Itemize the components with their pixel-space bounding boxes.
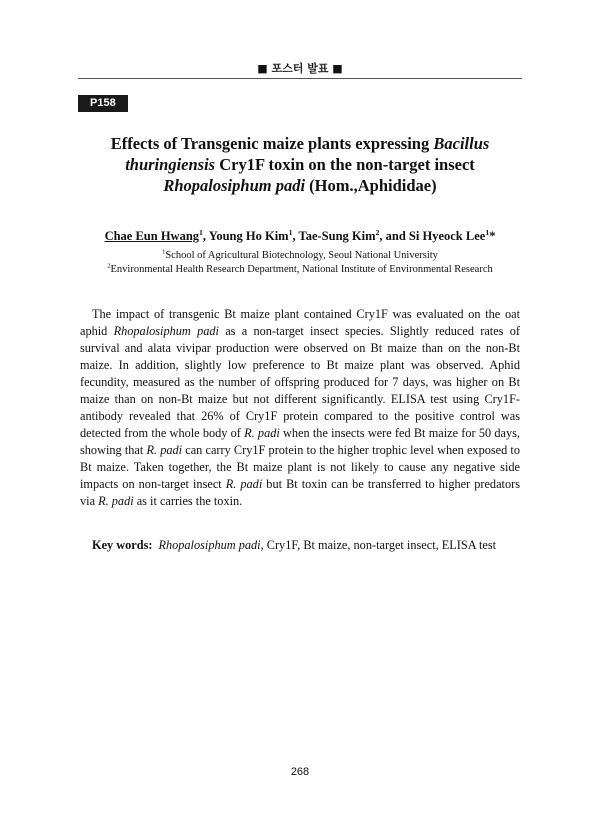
title-text-3: (Hom.,Aphididae) — [305, 176, 437, 195]
species-name: R. padi — [98, 494, 134, 508]
author-2-affil: 1 — [288, 227, 293, 237]
affiliation-1-number: 1 — [162, 248, 166, 256]
abstract-text: when the insects were fed Bt maize for 50 days, showing that — [80, 426, 520, 457]
section-header: ■ 포스터 발표 ■ — [78, 62, 522, 79]
affiliation-1 — [60, 249, 540, 263]
abstract-text: but Bt toxin can be transferred to higher predators via — [80, 477, 520, 508]
corresponding-mark: * — [489, 229, 496, 243]
poster-id-badge: P158 — [78, 95, 128, 112]
species-name: Rhopalosiphum padi — [113, 324, 219, 338]
author-3-affil: 2 — [375, 227, 380, 237]
author-3: Tae-Sung Kim — [298, 229, 376, 243]
abstract-body — [80, 306, 520, 510]
abstract-text: can carry Cry1F protein to the higher trophic level when exposed to Bt maize. Taken together, the Bt maize plant is not likely to cause any negative side impacts on non-target insect — [80, 443, 520, 491]
author-2: Young Ho Kim — [208, 229, 289, 243]
keywords-block — [92, 537, 520, 554]
affiliation-2-text: Environmental Health Research Department, National Institute of Environmental Research — [110, 264, 493, 275]
abstract-text: The impact of transgenic Bt maize plant contained Cry1F was evaluated on the oat aphid — [80, 307, 520, 338]
species-name: R. padi — [146, 443, 183, 457]
author-separator: , — [292, 229, 299, 243]
abstract-text: as it carries the toxin. — [133, 494, 243, 508]
keywords-label: Key words: — [92, 538, 153, 552]
author-4-affil: 1 — [485, 227, 490, 237]
species-name: R. padi — [244, 426, 280, 440]
affiliation-1-text: School of Agricultural Biotechnology, Seoul National University — [165, 250, 438, 261]
abstract-text: as a non-target insect species. Slightly reduced rates of survival and alata vivipar production were observed on Bt maize than on the non-Bt maize. In addition, slightly low preference to Bt maize plant was observed. Aphid fecundity, measured as the number of offspring produced for 7 days, was higher on Bt maize than on non-Bt maize but not different significantly. ELISA test using Cry1F-antibody revealed that 26% of Cry1F protein compared to the positive control was detected from the whole body of — [80, 324, 520, 440]
affiliation-2-number: 2 — [107, 262, 111, 270]
affiliation-2 — [60, 263, 540, 277]
title-text-2: Cry1F toxin on the non-target insect — [215, 155, 475, 174]
author-4: Si Hyeock Lee — [408, 229, 486, 243]
page-number: 268 — [290, 766, 310, 778]
author-separator: , — [202, 229, 209, 243]
keyword-species: Rhopalosiphum padi, — [158, 538, 264, 552]
species-name: R. padi — [225, 477, 263, 491]
title-text-1: Effects of Transgenic maize plants expressing — [110, 134, 434, 153]
keyword-rest: Cry1F, Bt maize, non-target insect, ELISA test — [263, 538, 497, 552]
keywords-list — [158, 537, 520, 554]
title-species-2: Rhopalosiphum padi — [163, 176, 306, 195]
author-1: Chae Eun Hwang — [104, 229, 200, 243]
author-list — [60, 228, 540, 244]
affiliations — [60, 249, 540, 277]
author-1-affil: 1 — [199, 227, 203, 237]
title-species-1: Bacillus thuringiensis — [125, 134, 490, 174]
paper-title — [80, 133, 520, 196]
author-separator: , and — [379, 229, 409, 243]
